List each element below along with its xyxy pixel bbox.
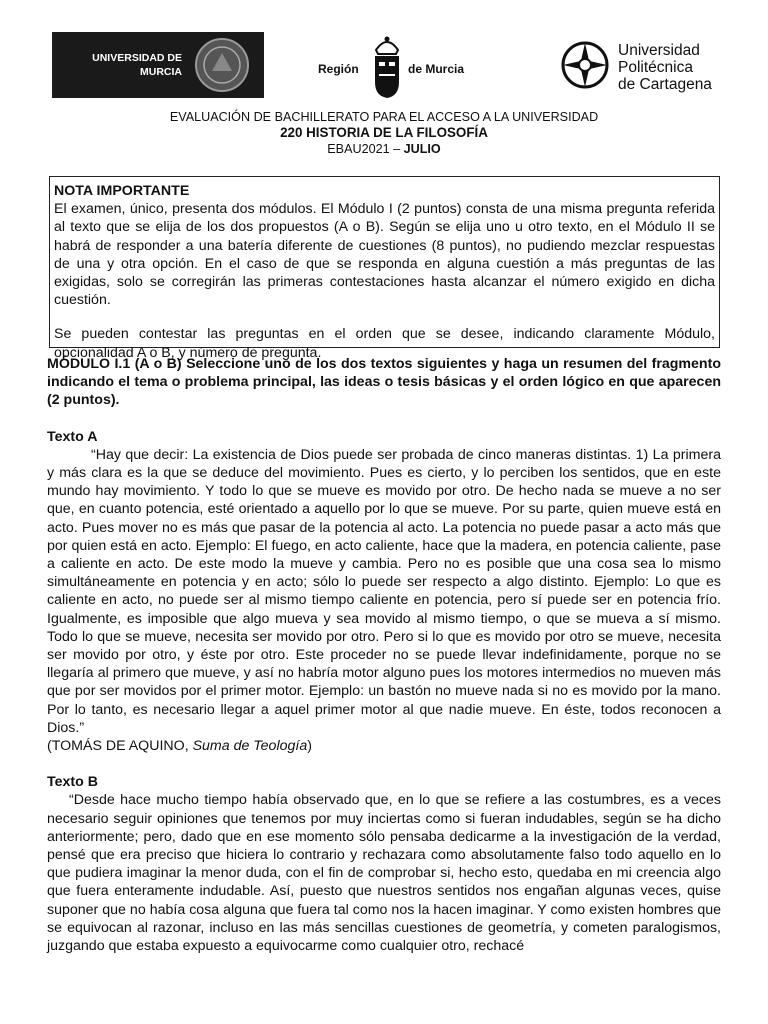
- texto-a-body: “Hay que decir: La existencia de Dios puede ser probada de cinco maneras distintas. 1) La primera y más clara es la que se deduce del movimiento. Pues es cierto, y lo perciben los sentidos, que en este mundo hay movimiento. Y todo lo que se mueve es movido por otro. De hecho nada se mueve a no ser que, en cuanto potencia, esté orientado a aquello por lo que se mueve. Por su parte, quien mueve está en acto. Pues mover no es más que pasar de la potencia al acto. La potencia no puede pasar a acto más que por quien está en acto. Ejemplo: El fuego, en acto caliente, hace que la madera, en potencia caliente, pase a caliente en acto. De este modo la mueve y cambia. Pero no es posible que una cosa sea lo mismo simultáneamente en potencia y en acto; sólo lo puede ser respecto a algo distinto. Ejemplo: Lo que es caliente en acto, no puede ser al mismo tiempo caliente en potencia, pero sí puede ser en potencia frío. Igualmente, es imposible que algo mueva y sea movido al mismo tiempo, o que se mueva a sí mismo. Todo lo que se mueve, necesita ser movido por otro. Pero si lo que es movido por otro se mueve, necesita ser movido por otro, y éste por otro. Este proceder no se puede llevar indefinidamente, porque no se llegaría al primero que mueve, y así no habría motor alguno pues los motores intermedios no mueven más que por ser movidos por el primer motor. Ejemplo: un bastón no mueve nada si no es movido por la mano. Por lo tanto, es necesario llegar a aquel primer motor al que nadie mueve. En éste, todos reconocen a Dios.”: [47, 446, 721, 736]
- exam-title-line1: EVALUACIÓN DE BACHILLERATO PARA EL ACCESO A LA UNIVERSIDAD: [169, 110, 599, 124]
- upct-logo: [560, 40, 730, 100]
- module-question: MÓDULO I.1 (A o B) Seleccione uno de los dos textos siguientes y haga un resumen del fragmento indicando el tema o problema principal, las ideas o tesis básicas y el orden lógico en que aparecen (2 puntos).: [47, 356, 721, 409]
- universidad-murcia-logo: [52, 32, 264, 98]
- umu-line1: UNIVERSIDAD DE: [92, 52, 182, 64]
- exam-body: [47, 355, 721, 955]
- upct-line2: Politécnica: [618, 59, 693, 76]
- texto-a-citation: (TOMÁS DE AQUINO, Suma de Teología): [47, 738, 312, 755]
- exam-header: [0, 109, 768, 157]
- texto-a-heading: Texto A: [47, 428, 98, 445]
- exam-subject: 220 HISTORIA DE LA FILOSOFÍA: [280, 125, 488, 140]
- crown-crest-icon: [368, 34, 406, 100]
- umu-line2: MURCIA: [140, 66, 182, 78]
- note-paragraph-2: Se pueden contestar las preguntas en el orden que se desee, indicando claramente Módulo, opcionalidad A o B, y número de pregunta.: [54, 326, 715, 361]
- university-seal-icon: [194, 37, 250, 93]
- region-right-text: de Murcia: [408, 62, 465, 76]
- region-murcia-logo: [318, 30, 478, 100]
- note-title: NOTA IMPORTANTE: [54, 183, 190, 199]
- texto-b-heading: Texto B: [47, 774, 98, 791]
- exam-session: EBAU2021 – JULIO: [327, 142, 441, 156]
- region-left-text: Región: [318, 62, 359, 76]
- upct-line1: Universidad: [618, 42, 700, 59]
- texto-b-body: “Desde hace mucho tiempo había observado que, en lo que se refiere a las costumbres, es a veces necesario seguir opiniones que tenemos por muy inciertas como si fueran indudables, según se ha dicho anteriormente; pero, dado que en ese momento sólo pensaba dedicarme a la investigación de la verdad, pensé que era preciso que hiciera lo contrario y rechazara como absolutamente falso todo aquello en lo que pudiera imaginar la menor duda, con el fin de comprobar si, hecho esto, quedaba en mi creencia algo que fuera enteramente indudable. Así, puesto que nuestros sentidos nos engañan algunas veces, quise suponer que no había cosa alguna que fuera tal como nos la hacen imaginar. Y como existen hombres que se equivocan al razonar, incluso en las más sencillas cuestiones de geometría, y cometen paralogismos, juzgando que estaba expuesto a equivocarme como cualquier otro, rechacé: [47, 792, 721, 955]
- important-note-box: [49, 176, 720, 361]
- compass-emblem-icon: [560, 40, 610, 90]
- upct-line3: de Cartagena: [618, 76, 712, 93]
- header-logos: [52, 30, 716, 102]
- note-paragraph-1: El examen, único, presenta dos módulos. El Módulo I (2 puntos) consta de una misma pregunta referida al texto que se elija de los dos propuestos (A o B). Según se elija uno u otro texto, en el Módulo II se habrá de responder a una batería diferente de cuestiones (8 puntos), no pudiendo mezclar respuestas de una y otra opción. En el caso de que se responda en alguna cuestión a más preguntas de las exigidas, solo se corregirán las primeras contestaciones hasta alcanzar el número exigido en dicha cuestión.: [54, 201, 715, 309]
